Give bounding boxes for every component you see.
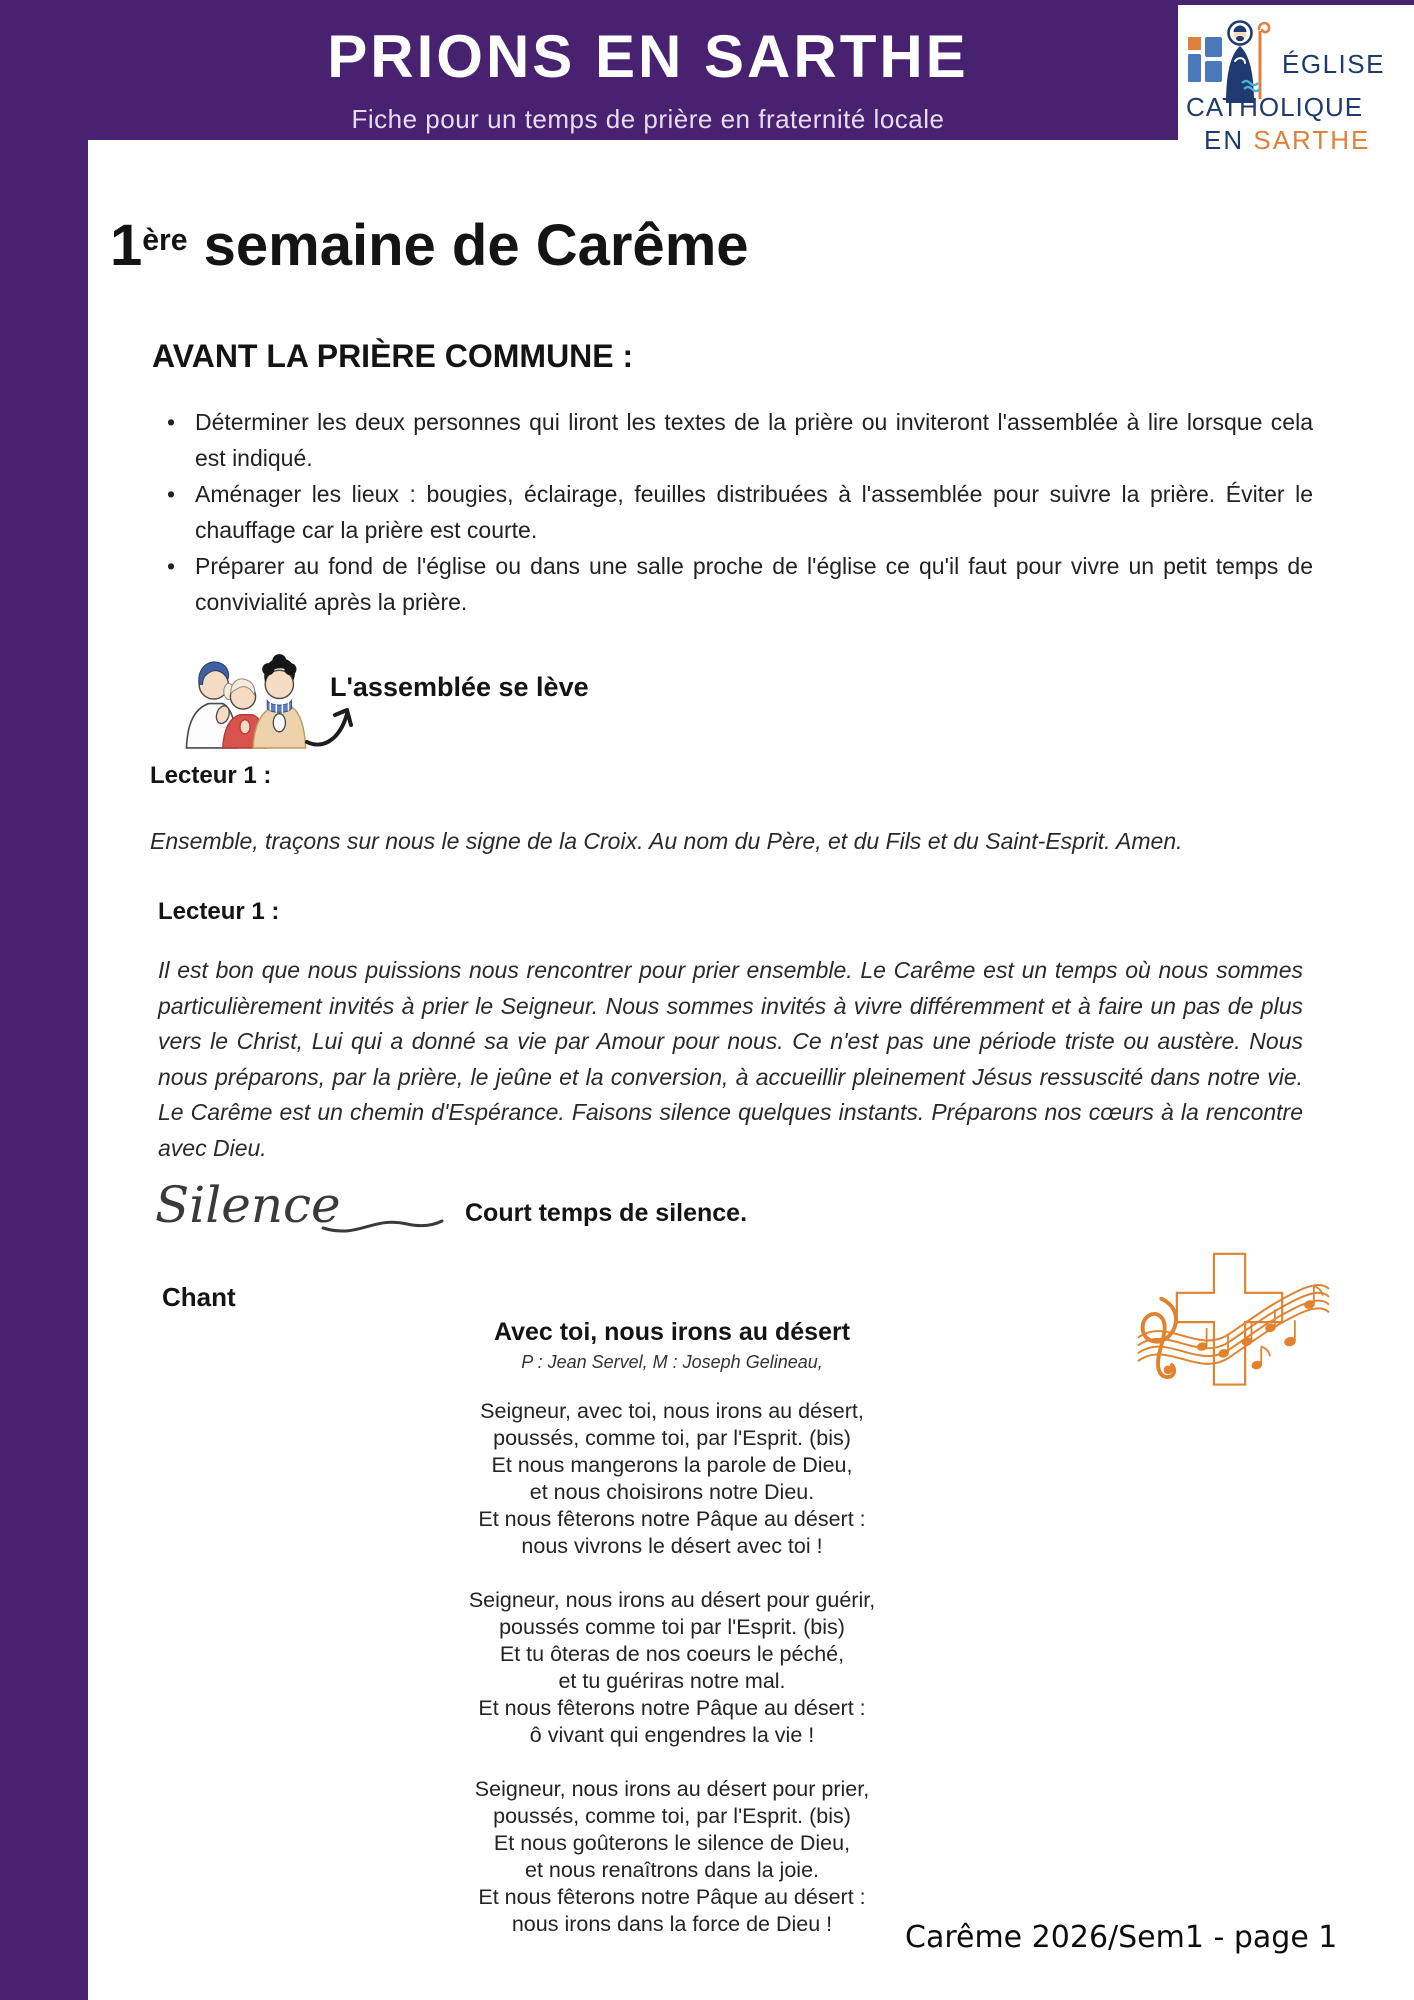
preparation-bullet-list (163, 404, 1313, 620)
page-title: PRIONS EN SARTHE (327, 23, 969, 90)
verse-line: Et nous mangerons la parole de Dieu, (491, 1453, 853, 1477)
logo-text-en-sarthe (1204, 125, 1370, 156)
praying-people-icon (178, 644, 310, 750)
bullet-item: • Déterminer les deux personnes qui liront les textes de la prière ou inviteront l'assemblée à lire lorsque cela est indiqué. (163, 404, 1313, 476)
verse-line: Et nous fêterons notre Pâque au désert : (478, 1885, 866, 1909)
verse-line: Et nous fêterons notre Pâque au désert : (478, 1507, 866, 1531)
bullet-item: • Aménager les lieux : bougies, éclairage, feuilles distribuées à l'assemblée pour suivre la prière. Éviter le chauffage car la prière est courte. (163, 476, 1313, 548)
silence-script-icon (155, 1172, 455, 1244)
verse-line: Seigneur, avec toi, nous irons au désert, (480, 1399, 864, 1423)
logo-text-sarthe: SARTHE (1253, 125, 1371, 155)
title-number: 1 (110, 213, 143, 278)
verse-line: et tu guériras notre mal. (558, 1669, 786, 1693)
logo-text-en: EN (1204, 125, 1245, 155)
assembly-stands-label: L'assemblée se lève (330, 672, 589, 702)
verse-line: Et tu ôteras de nos coeurs le péché, (499, 1642, 845, 1666)
page-subtitle: Fiche pour un temps de prière en fraternité locale (351, 104, 945, 134)
music-notes-cross-icon (1128, 1248, 1333, 1406)
verse-line: nous irons dans la force de Dieu ! (511, 1912, 833, 1936)
logo-text-eglise: ÉGLISE (1282, 49, 1385, 79)
verse-line: ô vivant qui engendres la vie ! (529, 1723, 815, 1747)
diocese-logo (1178, 5, 1414, 160)
section-heading: AVANT LA PRIÈRE COMMUNE : (152, 338, 634, 374)
silence-script-word: Silence (155, 1176, 341, 1234)
lecteur-1-label: Lecteur 1 : (150, 762, 272, 789)
song-verse-2 (312, 1587, 1032, 1749)
title-ordinal-sup: ère (142, 223, 188, 257)
verse-line: poussés comme toi par l'Esprit. (bis) (499, 1615, 845, 1639)
lecteur-1-label-2: Lecteur 1 : (158, 898, 280, 925)
verse-line: nous vivrons le désert avec toi ! (521, 1534, 823, 1558)
song-verse-1 (312, 1398, 1032, 1560)
title-rest: semaine de Carême (187, 213, 749, 278)
song-verse-3 (312, 1776, 1032, 1938)
verse-line: poussés, comme toi, par l'Esprit. (bis) (493, 1426, 851, 1450)
verse-line: poussés, comme toi, par l'Esprit. (bis) (493, 1804, 851, 1828)
song-credit: P : Jean Servel, M : Joseph Gelineau, (521, 1352, 823, 1372)
chant-heading: Chant (162, 1282, 236, 1312)
logo-text-catholique: CATHOLIQUE (1186, 92, 1364, 122)
verse-line: Seigneur, nous irons au désert pour prier, (474, 1777, 870, 1801)
verse-line: Et nous fêterons notre Pâque au désert : (478, 1696, 866, 1720)
silence-label: Court temps de silence. (465, 1199, 748, 1227)
song-title: Avec toi, nous irons au désert (493, 1318, 851, 1346)
lecteur-1-text-2: Il est bon que nous puissions nous rencontrer pour prier ensemble. Le Carême est un temps où nous sommes particulièrement invités à prier le Seigneur. Nous sommes invités à vivre différemment et à faire un pas de plus vers le Christ, Lui qui a donné sa vie par Amour pour nous. Ce n'est pas une période triste ou austère. Nous nous préparons, par la prière, le jeûne et la conversion, à accueillir pleinement Jésus ressuscité dans notre vie. Le Carême est un chemin d'Espérance. Faisons silence quelques instants. Préparons nos cœurs à la rencontre avec Dieu. (158, 957, 1303, 1161)
verse-line: Seigneur, nous irons au désert pour guérir, (468, 1588, 876, 1612)
lecteur-1-text: Ensemble, traçons sur nous le signe de la Croix. Au nom du Père, et du Fils et du Saint-Esprit. Amen. (150, 828, 1183, 854)
curved-arrow-icon (303, 702, 357, 748)
verse-line: et nous renaîtrons dans la joie. (524, 1858, 820, 1882)
left-purple-band (0, 0, 88, 2000)
bullet-item: • Préparer au fond de l'église ou dans une salle proche de l'église ce qu'il faut pour vivre un petit temps de convivialité après la prière. (163, 548, 1313, 620)
verse-line: et nous choisirons notre Dieu. (529, 1480, 815, 1504)
verse-line: Et nous goûterons le silence de Dieu, (493, 1831, 851, 1855)
footer-page-label: Carême 2026/Sem1 - page 1 (905, 1920, 1338, 1955)
document-title (110, 212, 749, 279)
song-block (312, 1318, 1032, 1938)
